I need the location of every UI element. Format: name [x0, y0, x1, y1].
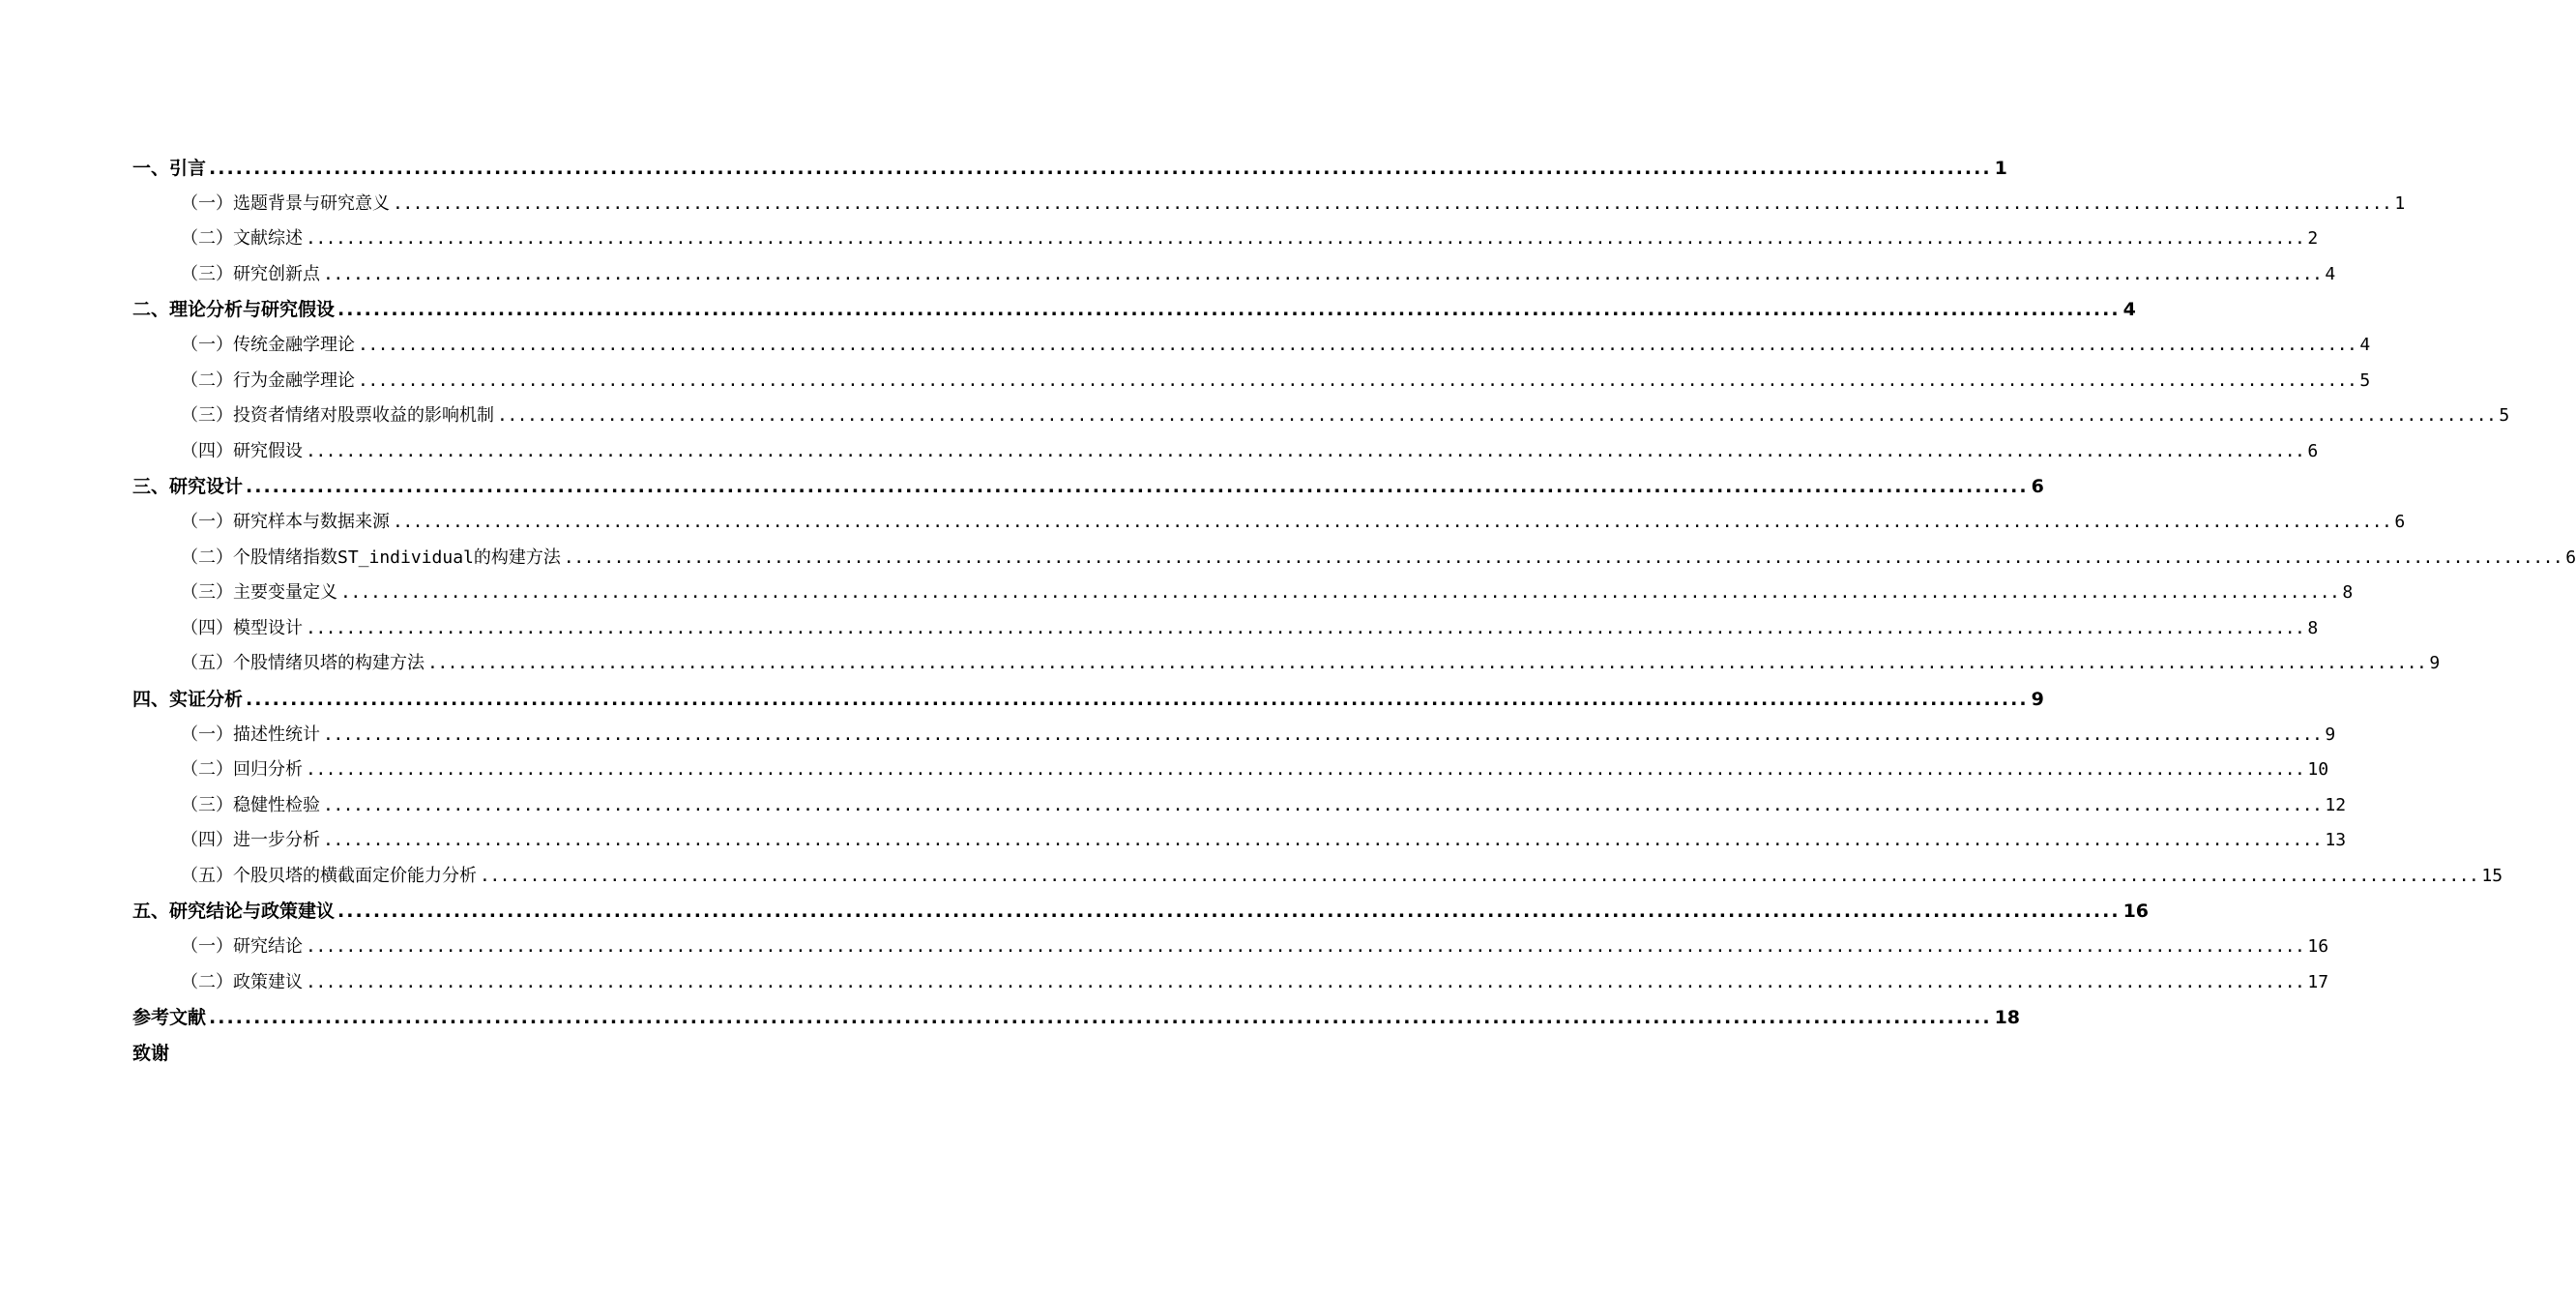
- toc-section-entry[interactable]: [132, 399, 2510, 434]
- toc-entry-title: 五、研究结论与政策建议: [132, 901, 336, 923]
- toc-entry-page-number: 2: [2307, 228, 2319, 250]
- toc-dot-leader: ........................................................................................................................................................................................................: [393, 192, 2392, 214]
- toc-entry-page-number: 13: [2325, 830, 2347, 851]
- toc-section-entry[interactable]: [132, 646, 2441, 682]
- toc-section-entry[interactable]: [132, 859, 2503, 895]
- toc-dot-leader: ........................................................................................................................................................................................................: [306, 228, 2305, 250]
- toc-entry-page-number: 6: [2031, 476, 2044, 498]
- toc-dot-leader: ........................................................................................................................................................................................................: [340, 582, 2340, 604]
- toc-section-entry[interactable]: [132, 328, 2371, 364]
- toc-entry-title: （二）文献综述: [181, 228, 303, 250]
- toc-entry-page-number: 6: [2394, 511, 2406, 532]
- toc-entry-title: （三）投资者情绪对股票收益的影响机制: [181, 405, 494, 427]
- toc-entry-title: （一）描述性统计: [181, 724, 320, 745]
- toc-entry-title: （五）个股情绪贝塔的构建方法: [181, 653, 424, 674]
- toc-entry-page-number: 6: [2565, 547, 2576, 568]
- toc-dot-leader: ........................................................................................................................................................................................................: [427, 653, 2427, 674]
- toc-chapter-entry[interactable]: [132, 1036, 823, 1072]
- toc-dot-leader: ........................................................................................................................................................................................................: [246, 476, 2029, 498]
- toc-dot-leader: ........................................................................................................................................................................................................: [306, 759, 2305, 781]
- toc-entry-title: （二）政策建议: [181, 971, 303, 992]
- toc-entry-page-number: 9: [2031, 688, 2044, 710]
- table-of-contents: [132, 151, 2576, 1071]
- toc-dot-leader: ........................................................................................................................................................................................................: [563, 547, 2563, 568]
- toc-dot-leader: ........................................................................................................................................................................................................: [209, 1007, 1992, 1029]
- toc-entry-title: （二）行为金融学理论: [181, 369, 355, 391]
- toc-section-entry[interactable]: [132, 753, 2329, 788]
- toc-dot-leader: ........................................................................................................................................................................................................: [246, 688, 2029, 710]
- toc-entry-page-number: 1: [1994, 158, 2007, 179]
- toc-entry-title: 致谢: [132, 1042, 170, 1064]
- toc-dot-leader: ........................................................................................................................................................................................................: [393, 511, 2392, 532]
- toc-entry-page-number: 16: [2307, 936, 2329, 958]
- toc-chapter-entry[interactable]: [132, 682, 2044, 718]
- toc-dot-leader: ........................................................................................................................................................................................................: [323, 263, 2323, 284]
- toc-entry-page-number: 4: [2122, 299, 2136, 321]
- toc-dot-leader: ........................................................................................................................................................................................................: [306, 440, 2305, 461]
- toc-entry-title: （三）研究创新点: [181, 263, 320, 284]
- toc-entry-page-number: 1: [2394, 192, 2406, 214]
- toc-entry-page-number: 8: [2342, 582, 2354, 604]
- toc-entry-title: （一）选题背景与研究意义: [181, 192, 390, 214]
- toc-dot-leader: ........................................................................................................................................................................................................: [497, 405, 2497, 427]
- toc-chapter-entry[interactable]: [132, 292, 2136, 328]
- toc-entry-page-number: 18: [1994, 1007, 2021, 1029]
- toc-entry-title: 参考文献: [132, 1007, 207, 1029]
- toc-entry-page-number: 16: [2122, 901, 2150, 923]
- toc-entry-title: （五）个股贝塔的横截面定价能力分析: [181, 865, 477, 886]
- toc-entry-title: 三、研究设计: [132, 476, 244, 498]
- toc-section-entry[interactable]: [132, 930, 2329, 965]
- toc-entry-title: 二、理论分析与研究假设: [132, 299, 336, 321]
- toc-entry-title: （四）研究假设: [181, 440, 303, 461]
- toc-dot-leader: ........................................................................................................................................................................................................: [306, 617, 2305, 638]
- toc-entry-title: （一）研究结论: [181, 936, 303, 958]
- toc-entry-page-number: 12: [2325, 794, 2347, 815]
- toc-section-entry[interactable]: [132, 965, 2329, 1001]
- toc-dot-leader: ........................................................................................................................................................................................................: [337, 299, 2121, 321]
- toc-chapter-entry[interactable]: [132, 1000, 2021, 1036]
- toc-dot-leader: ........................................................................................................................................................................................................: [323, 794, 2323, 815]
- toc-entry-title: 四、实证分析: [132, 688, 244, 710]
- toc-section-entry[interactable]: [132, 718, 2336, 753]
- toc-dot-leader: ........................................................................................................................................................................................................: [480, 865, 2479, 886]
- toc-section-entry[interactable]: [132, 187, 2406, 222]
- toc-chapter-entry[interactable]: [132, 469, 2044, 505]
- toc-entry-title: （三）稳健性检验: [181, 794, 320, 815]
- toc-entry-title: （四）模型设计: [181, 617, 303, 638]
- toc-dot-leader: ........................................................................................................................................................................................................: [358, 369, 2357, 391]
- toc-section-entry[interactable]: [132, 788, 2347, 824]
- toc-entry-page-number: 8: [2307, 617, 2319, 638]
- toc-chapter-entry[interactable]: [132, 151, 2007, 187]
- toc-section-entry[interactable]: [132, 222, 2319, 257]
- toc-dot-leader: ........................................................................................................................................................................................................: [209, 158, 1992, 179]
- toc-entry-title: （三）主要变量定义: [181, 582, 337, 604]
- toc-entry-page-number: 5: [2499, 405, 2510, 427]
- toc-entry-page-number: 6: [2307, 440, 2319, 461]
- toc-dot-leader: ........................................................................................................................................................................................................: [358, 334, 2357, 355]
- toc-chapter-entry[interactable]: [132, 894, 2150, 930]
- toc-entry-page-number: 4: [2359, 334, 2371, 355]
- toc-dot-leader: ........................................................................................................................................................................................................: [306, 971, 2305, 992]
- toc-section-entry[interactable]: [132, 576, 2354, 611]
- toc-dot-leader: ........................................................................................................................................................................................................: [306, 936, 2305, 958]
- toc-section-entry[interactable]: [132, 505, 2406, 541]
- toc-section-entry[interactable]: [132, 611, 2319, 647]
- toc-section-entry[interactable]: [132, 541, 2576, 576]
- toc-entry-page-number: 9: [2429, 653, 2441, 674]
- toc-entry-page-number: 9: [2325, 724, 2336, 745]
- toc-entry-page-number: 17: [2307, 971, 2329, 992]
- toc-dot-leader: ........................................................................................................................................................................................................: [323, 724, 2323, 745]
- toc-entry-page-number: 15: [2481, 865, 2503, 886]
- toc-entry-title: （一）研究样本与数据来源: [181, 511, 390, 532]
- toc-section-entry[interactable]: [132, 257, 2336, 293]
- toc-section-entry[interactable]: [132, 823, 2347, 859]
- toc-entry-title: （四）进一步分析: [181, 830, 320, 851]
- toc-section-entry[interactable]: [132, 434, 2319, 470]
- toc-entry-title: （二）个股情绪指数ST_individual的构建方法: [181, 547, 561, 568]
- toc-entry-title: （二）回归分析: [181, 759, 303, 781]
- toc-entry-title: 一、引言: [132, 158, 207, 179]
- toc-dot-leader: ........................................................................................................................................................................................................: [337, 901, 2121, 923]
- toc-entry-page-number: 4: [2325, 263, 2336, 284]
- toc-entry-page-number: 10: [2307, 759, 2329, 781]
- toc-entry-title: （一）传统金融学理论: [181, 334, 355, 355]
- toc-dot-leader: ........................................................................................................................................................................................................: [323, 830, 2323, 851]
- toc-entry-page-number: 5: [2359, 369, 2371, 391]
- toc-section-entry[interactable]: [132, 364, 2371, 399]
